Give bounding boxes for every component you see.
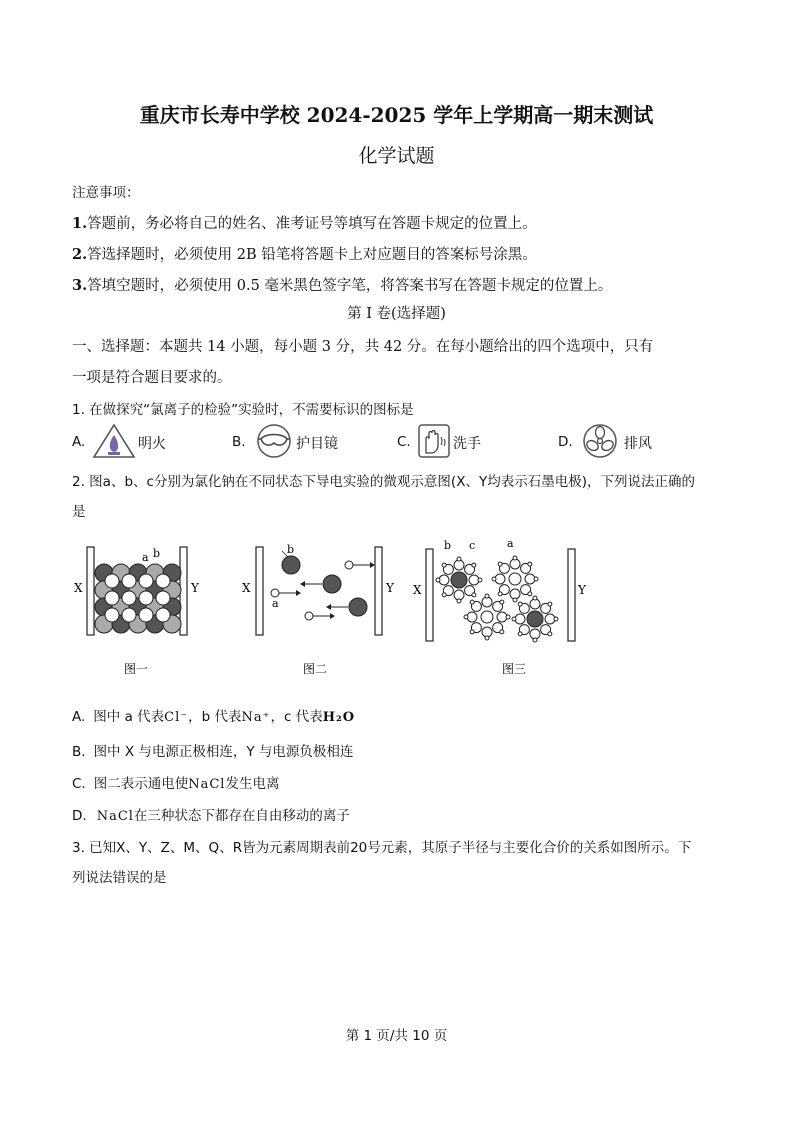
fan-icon [578,423,622,459]
water-molecule [470,630,474,634]
question-1-stem: 1. 在做探究“氯离子的检验”实验时，不需要标识的图标是 [72,402,414,418]
electrode-y [375,547,382,635]
conductivity-diagram [70,535,590,680]
water-molecule [500,630,504,634]
water-molecule [534,577,538,581]
label-b: b [444,539,452,552]
notice-item: 1.答题前，务必将自己的姓名、准考证号等填写在答题卡规定的位置上。 [72,215,537,232]
exam-title: 重庆市长寿中学校 2024-2025 学年上学期高一期末测试 [139,103,654,127]
water-molecule [533,596,537,600]
chloride-ion [105,591,119,605]
water-molecule [548,632,552,636]
sodium-ion [451,572,467,588]
water-molecule [528,592,532,596]
water-molecule [457,557,461,561]
figure-1-solid [74,547,200,676]
label-y: Y [386,581,394,595]
formula: NaCl [188,777,226,792]
sodium-ion [349,598,367,616]
label-y: Y [578,583,586,597]
water-molecule [554,617,558,621]
section-title: 第 I 卷(选择题) [347,306,446,322]
question-3-stem: 3. 已知X、Y、Z、M、Q、R皆为元素周期表前20号元素，其原子半径与主要化合价的关系如图所示。下 [72,840,692,856]
chloride-ion [122,574,136,588]
figure-2-molten [242,543,395,676]
water-molecule [528,562,532,566]
exam-subtitle: 化学试题 [358,145,435,167]
label-a: a [272,597,279,610]
hand-wash-icon [417,423,451,459]
hydrated-ions [436,556,558,642]
figure-3-solution [413,537,587,676]
chloride-ion [345,561,353,569]
electrode-x [426,549,433,641]
water-molecule [498,562,502,566]
chloride-ion [122,608,136,622]
label-y: Y [191,581,199,595]
water-molecule [470,600,474,604]
label-x: X [242,581,251,595]
water-molecule [512,617,516,621]
sodium-ion [282,556,300,574]
chloride-ion [271,589,279,597]
formula: Cl⁻ [164,710,189,725]
water-molecule [457,599,461,603]
sodium-ion [323,575,341,593]
water-molecule [442,593,446,597]
label-a: a [142,551,149,564]
chloride-ion [305,612,313,620]
water-molecule [518,632,522,636]
water-molecule [500,600,504,604]
figure-1-caption: 图一 [124,662,149,676]
section-intro: 一、选择题：本题共 14 小题，每小题 3 分，共 42 分。在每小题给出的四个选项中，只有 [72,339,654,355]
electrode-x [87,547,94,635]
goggles-icon [252,423,296,459]
water-molecule [513,556,517,560]
water-molecule [478,578,482,582]
q2-option-d: D. NaCl在三种状态下都存在自由移动的离子 [72,808,350,824]
page-footer: 第 1 页/共 10 页 [345,1028,448,1044]
chloride-ion [122,591,136,605]
water-molecule [472,593,476,597]
section-intro: 一项是符合题目要求的。 [72,370,232,386]
label-b: b [287,543,295,556]
water-molecule [442,563,446,567]
question-3-stem: 列说法错误的是 [72,870,167,886]
q2-option-a: A. 图中 a 代表Cl⁻，b 代表Na⁺，c 代表H₂O [72,709,356,725]
chloride-ion [139,608,153,622]
ion-lattice [95,564,181,633]
chloride-ion [156,591,170,605]
label-c: c [469,539,476,552]
chloride-ion [139,591,153,605]
notice-item: 2.答选择题时，必须使用 2B 铅笔将答题卡上对应题目的答案标号涂黑。 [72,246,537,263]
figure-2-caption: 图二 [303,662,328,676]
chloride-ion [481,611,493,623]
chloride-ion [156,608,170,622]
water-molecule [518,602,522,606]
water-molecule [513,598,517,602]
water-molecule [548,602,552,606]
question-2-stem: 是 [72,504,86,520]
question-2-stem: 2. 图a、b、c分别为氯化钠在不同状态下导电实验的微观示意图(X、Y均表示石墨电极)，下列说法正确的 [72,474,695,490]
water-molecule [492,577,496,581]
water-molecule [485,636,489,640]
water-molecule [506,615,510,619]
chloride-ion [105,574,119,588]
label-b: b [153,547,161,560]
sodium-ion [527,611,543,627]
electrode-y [568,549,575,641]
water-molecule [533,638,537,642]
water-molecule [485,594,489,598]
flame-icon [92,423,136,459]
water-molecule [464,615,468,619]
formula: H₂O [322,710,356,725]
chloride-ion [139,574,153,588]
label-x: X [413,583,422,597]
formula: NaCl [96,809,134,824]
label-x: X [74,581,83,595]
water-molecule [472,563,476,567]
figure-3-caption: 图三 [502,662,527,676]
q2-option-b: B. 图中 X 与电源正极相连，Y 与电源负极相连 [72,744,354,760]
chloride-ion [105,608,119,622]
chloride-ion [509,573,521,585]
notice-item: 3.答填空题时，必须使用 0.5 毫米黑色签字笔，将答案书写在答题卡规定的位置上。 [72,277,613,294]
label-a: a [507,537,514,550]
formula: Na⁺ [241,710,271,725]
water-molecule [436,578,440,582]
electrode-x [256,547,263,635]
water-molecule [498,592,502,596]
notice-heading: 注意事项： [72,185,140,201]
chloride-ion [156,574,170,588]
q2-option-c: C. 图二表示通电使NaCl发生电离 [72,776,280,792]
